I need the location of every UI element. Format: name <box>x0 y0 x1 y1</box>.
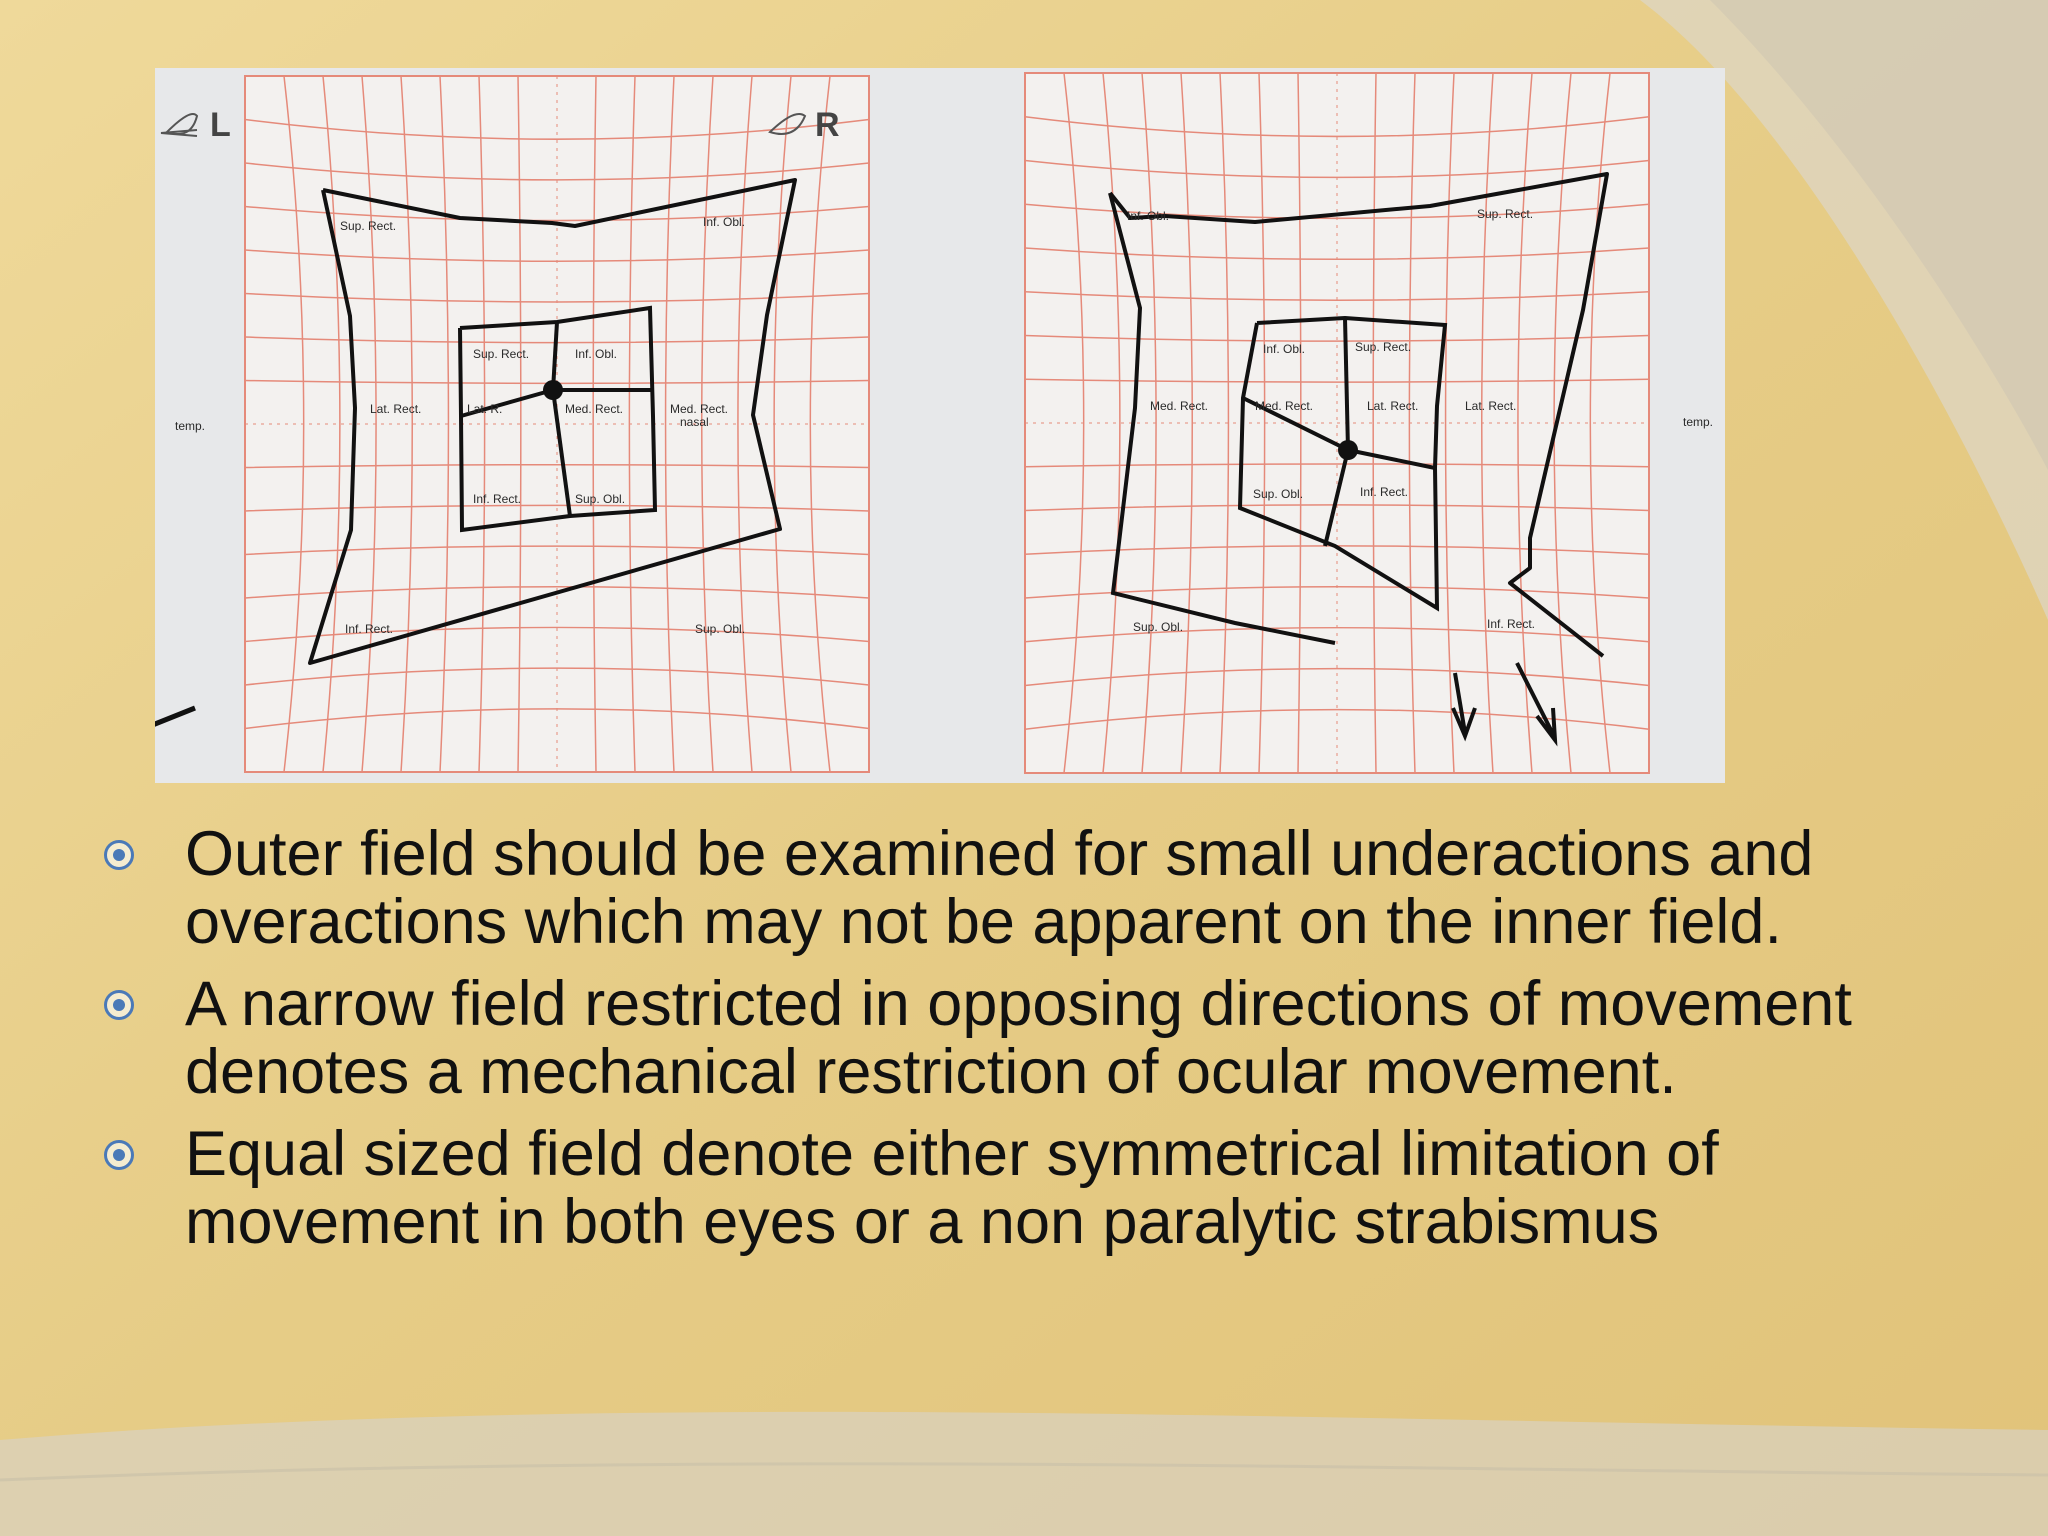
right-inner-label-med-rect: Med. Rect. <box>1255 399 1314 413</box>
bullet-item-outer-field <box>100 820 1940 956</box>
left-fixation-point <box>543 380 563 400</box>
bullet-text: Equal sized field denote either symmetrical limitation of movement in both eyes or a non paralytic strabismus <box>185 1119 1719 1257</box>
right-inner-label-inf-obl: Inf. Obl. <box>1263 342 1306 356</box>
circle-dot-icon <box>104 990 134 1020</box>
left-outer-label-sup-obl: Sup. Obl. <box>695 622 746 636</box>
bullet-text: Outer field should be examined for small underactions and overactions which may not be apparent on the inner field. <box>185 819 1814 957</box>
right-outer-label-inf-obl: Inf. Obl. <box>1127 209 1170 223</box>
circle-dot-icon <box>104 1140 134 1170</box>
bullet-item-equal-field <box>100 1120 1940 1256</box>
right-inner-label-sup-rect: Sup. Rect. <box>1355 340 1412 354</box>
bullet-item-narrow-field <box>100 970 1940 1106</box>
right-outer-label-sup-obl: Sup. Obl. <box>1133 620 1184 634</box>
right-outer-label-sup-rect: Sup. Rect. <box>1477 207 1534 221</box>
left-outer-label-med-rect: Med. Rect. <box>670 402 729 416</box>
right-inner-label-lat-rect: Lat. Rect. <box>1367 399 1419 413</box>
right-outer-label-inf-rect: Inf. Rect. <box>1487 617 1536 631</box>
left-outer-label-inf-rect: Inf. Rect. <box>345 622 394 636</box>
bullet-list <box>100 820 1940 1270</box>
right-inner-label-inf-rect: Inf. Rect. <box>1360 485 1409 499</box>
left-outer-label-lat-rect: Lat. Rect. <box>370 402 422 416</box>
circle-dot-icon <box>104 840 134 870</box>
right-inner-label-sup-obl: Sup. Obl. <box>1253 487 1304 501</box>
right-outer-label-med-rect: Med. Rect. <box>1150 399 1209 413</box>
right-side-label: temp. <box>1683 415 1714 429</box>
right-eye-letter: R <box>815 106 840 144</box>
hess-chart-figure <box>155 68 1725 783</box>
left-inner-label-sup-obl: Sup. Obl. <box>575 492 626 506</box>
left-eye-icon <box>161 114 197 136</box>
bullet-text: A narrow field restricted in opposing directions of movement denotes a mechanical restriction of ocular movement. <box>185 969 1852 1107</box>
center-nasal-label: nasal <box>680 415 709 429</box>
right-outer-label-lat-rect: Lat. Rect. <box>1465 399 1517 413</box>
left-side-label: temp. <box>175 419 206 433</box>
left-inner-label-sup-rect: Sup. Rect. <box>473 347 530 361</box>
right-fixation-point <box>1338 440 1358 460</box>
left-inner-label-med-rect: Med. Rect. <box>565 402 624 416</box>
left-eye-letter: L <box>210 106 231 144</box>
left-inner-label-lat-r: Lat. R. <box>467 402 503 416</box>
left-outer-label-sup-rect: Sup. Rect. <box>340 219 397 233</box>
left-outer-label-inf-obl: Inf. Obl. <box>703 215 746 229</box>
left-inner-label-inf-rect: Inf. Rect. <box>473 492 522 506</box>
left-inner-label-inf-obl: Inf. Obl. <box>575 347 618 361</box>
